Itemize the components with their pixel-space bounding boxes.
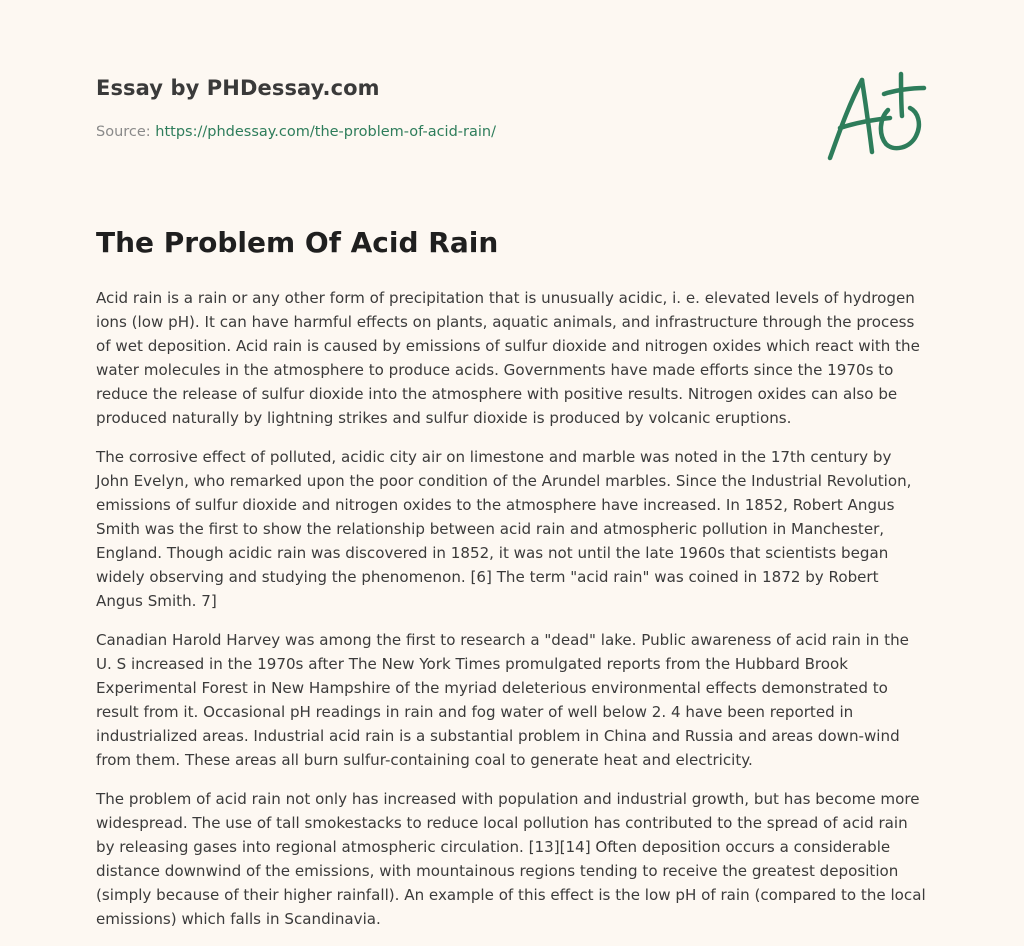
source-label: Source: <box>96 124 156 140</box>
paragraph: Acid rain is a rain or any other form of precipitation that is unusually acidic, i. e. elevated levels of hydrogen ions (low pH). It can have harmful effects on plants, aquatic animals, and infrastructure through the process of wet deposition. Acid rain is caused by emissions of sulfur dioxide and nitrogen oxides which react with the water molecules in the atmosphere to produce acids. Governments have made efforts since the 1970s to reduce the release of sulfur dioxide into the atmosphere with positive results. Nitrogen oxides can also be produced naturally by lightning strikes and sulfur dioxide is produced by volcanic eruptions. <box>96 289 920 427</box>
paragraph: Canadian Harold Harvey was among the first to research a "dead" lake. Public awareness of acid rain in the U. S increased in the 1970s after The New York Times promulgated reports from the Hubbard Brook Experimental Forest in New Hampshire of the myriad deleterious environmental effects demonstrated to result from it. Occasional pH readings in rain and fog water of well below 2. 4 have been reported in industrialized areas. Industrial acid rain is a substantial problem in China and Russia and areas down-wind from them. These areas all burn sulfur-containing coal to generate heat and electricity. <box>96 631 909 769</box>
a-plus-logo-graphic <box>822 66 932 166</box>
paragraph: The corrosive effect of polluted, acidic city air on limestone and marble was noted in the 17th century by John Evelyn, who remarked upon the poor condition of the Arundel marbles. Since the Industrial Revolution, emissions of sulfur dioxide and nitrogen oxides to the atmosphere have increased. In 1852, Robert Angus Smith was the first to show the relationship between acid rain and atmospheric pollution in Manchester, England. Though acidic rain was discovered in 1852, it was not until the late 1960s that scientists began widely observing and studying the phenomenon. [6] The term "acid rain" was coined in 1872 by Robert Angus Smith. 7] <box>96 448 912 610</box>
essay-body <box>96 286 928 946</box>
brand-title: Essay by PHDessay.com <box>96 76 380 100</box>
source-link[interactable]: https://phdessay.com/the-problem-of-acid-rain/ <box>155 124 496 140</box>
a-plus-grade-icon <box>822 66 932 166</box>
paragraph: The problem of acid rain not only has increased with population and industrial growth, but has become more widespread. The use of tall smokestacks to reduce local pollution has contributed to the spread of acid rain by releasing gases into regional atmospheric circulation. [13][14] Often deposition occurs a considerable distance downwind of the emissions, with mountainous regions tending to receive the greatest deposition (simply because of their higher rainfall). An example of this effect is the low pH of rain (compared to the local emissions) which falls in Scandinavia. <box>96 790 926 928</box>
source-line <box>96 124 496 140</box>
essay-title: The Problem Of Acid Rain <box>96 226 499 259</box>
